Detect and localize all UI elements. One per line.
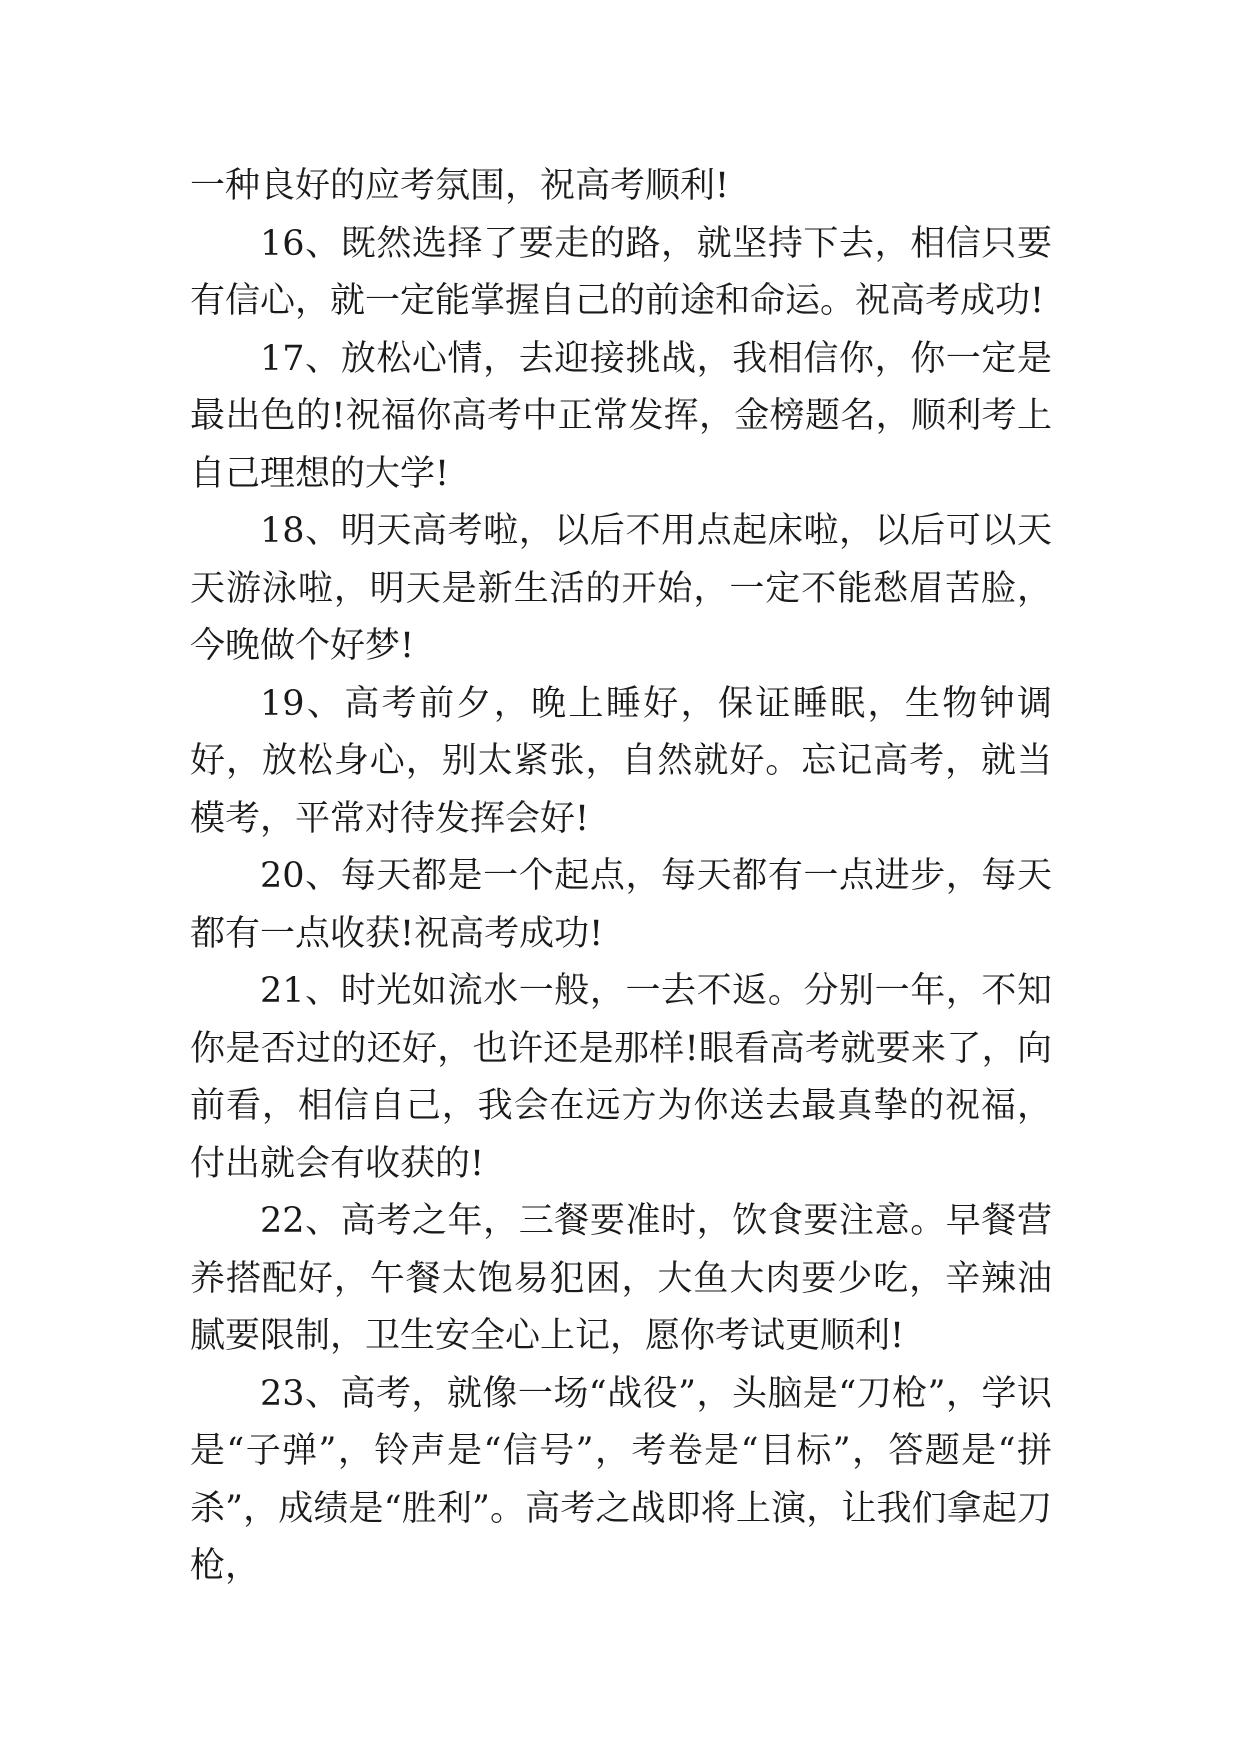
- paragraph-16: 16、既然选择了要走的路，就坚持下去，相信只要有信心，就一定能掌握自己的前途和命运。祝高考成功!: [190, 223, 1052, 321]
- paragraph-18: 18、明天高考啦，以后不用点起床啦，以后可以天天游泳啦，明天是新生活的开始，一定不能愁眉苦脸，今晚做个好梦!: [190, 511, 1052, 666]
- paragraph-21: 21、时光如流水一般，一去不返。分别一年，不知你是否过的还好，也许还是那样!眼看高考就要来了，向前看，相信自己，我会在远方为你送去最真挚的祝福，付出就会有收获的!: [190, 971, 1052, 1184]
- paragraph-19: 19、高考前夕，晚上睡好，保证睡眠，生物钟调好，放松身心，别太紧张，自然就好。忘记高考，就当模考，平常对待发挥会好!: [190, 683, 1052, 839]
- paragraph-continuation: 一种良好的应考氛围，祝高考顺利!: [190, 166, 730, 206]
- paragraph-20: 20、每天都是一个起点，每天都有一点进步，每天都有一点收获!祝高考成功!: [190, 856, 1052, 954]
- body-text: [190, 158, 1052, 1596]
- paragraph-23: 23、高考，就像一场“战役”，头脑是“刀枪”，学识是“子弹”，铃声是“信号”，考卷是“目标”，答题是“拼杀”，成绩是“胜利”。高考之战即将上演，让我们拿起刀枪，: [190, 1373, 1052, 1586]
- paragraph-17: 17、放松心情，去迎接挑战，我相信你，你一定是最出色的!祝福你高考中正常发挥，金榜题名，顺利考上自己理想的大学!: [190, 338, 1052, 494]
- paragraph-22: 22、高考之年，三餐要准时，饮食要注意。早餐营养搭配好，午餐太饱易犯困，大鱼大肉要少吃，辛辣油腻要限制，卫生安全心上记，愿你考试更顺利!: [190, 1201, 1052, 1356]
